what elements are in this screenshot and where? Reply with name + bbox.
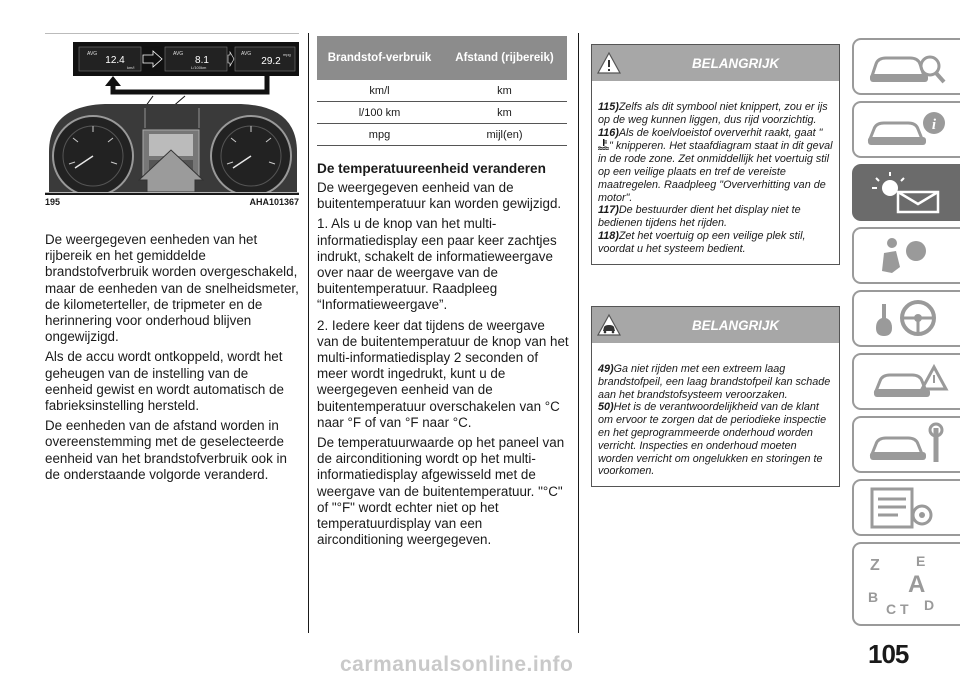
warning-item: 116)Als de koelvloeistof oververhit raakt, gaat "" knipperen. Het staafdiagram staat in dit geval in de rode zone. Zet onmiddellijk het voertuig stil op een veilige plaats en tref de vereiste maatregelen. Raadpleeg "Oververhitting van de motor". (598, 126, 833, 204)
figure-code: AHA101367 (249, 197, 299, 207)
table-cell: mpg (317, 124, 442, 146)
table-row (317, 80, 567, 102)
car-info-icon (862, 107, 952, 153)
paragraph: De eenheden van de afstand worden in overeenstemming met de geselecteerde eenheid van het brandstofverbruik ook in de onderstaande volgorde veranderd. (45, 418, 287, 482)
svg-text:E: E (916, 553, 926, 569)
svg-text:Z: Z (870, 557, 880, 574)
section-heading: De temperatuureenheid veranderen (317, 161, 546, 176)
display-1-label: AVG (87, 51, 98, 57)
warning-item: 117)De bestuurder dient het display niet te bedienen tijdens het rijden. (598, 204, 801, 230)
display-3-unit: mpg (283, 52, 291, 57)
warning-title: BELANGRIJK (691, 318, 780, 333)
warning-box-2 (591, 306, 840, 487)
display-3-label: AVG (241, 51, 252, 57)
figure-number: 195 (45, 197, 61, 207)
table-row (317, 124, 567, 146)
svg-text:T: T (900, 601, 909, 617)
paragraph: Als de accu wordt ontkoppeld, wordt het geheugen van de instelling van de eenheid gewist en wordt automatisch de fabrieksinstelling hersteld. (45, 349, 284, 414)
table-header-fuel: Brandstof-verbruik (317, 36, 442, 80)
car-warning-icon (596, 313, 622, 337)
sidebar-tab-warning-lights[interactable] (852, 164, 960, 221)
sidebar-tab-car-search[interactable] (852, 38, 960, 95)
column-divider (308, 33, 309, 633)
table-cell: km/l (317, 80, 442, 102)
sidebar-tab-maintenance[interactable] (852, 416, 960, 473)
sidebar-tab-safety[interactable] (852, 227, 960, 284)
sidebar-tab-driving[interactable] (852, 290, 960, 347)
table-cell: km (442, 80, 567, 102)
paragraph: 2. Iedere keer dat tijdens de weergave van de buitentemperatuur de knop van het multi-informatiedisplay 2 seconden of meer wordt ingedrukt, kunt u de weergegeven eenheid van de buitentemperatuur overschakelen van °C naar °F of van °F naar °C. (317, 317, 569, 430)
svg-text:D: D (924, 597, 935, 613)
paragraph: De weergegeven eenheden van het rijbereik en het gemiddelde brandstofverbruik worden overgeschakeld, maar de eenheden van de snelheidsmeter, de kilometerteller, de tripmeter en de herinnering voor onderhoud blijven ongewijzigd. (45, 232, 299, 345)
svg-text:i: i (931, 117, 937, 133)
warning-triangle-icon (596, 51, 622, 75)
warning-item: 50)Het is de verantwoordelijkheid van de klant om ervoor te zorgen dat de periodieke inspectie en het geprogrammeerde onderhoud worden verricht. Inspecties en onderhoud moeten worden verricht om ongelukken en storingen te voorkomen. (598, 401, 827, 478)
display-1-value: 12.4 (105, 55, 125, 66)
svg-text:C: C (886, 601, 897, 617)
svg-text:A: A (908, 571, 926, 598)
paragraph: De temperatuurwaarde op het paneel van de airconditioning wordt op het multi-informatiedisplay afgewisseld met de weergave van de buitentemperatuur. "°C" of "°F" wordt echter niet op het temperatuurdisplay van een airconditioning weergegeven. (317, 435, 565, 548)
column-divider (578, 33, 579, 633)
table-header-distance: Afstand (rijbereik) (442, 36, 567, 80)
units-table (317, 36, 567, 146)
svg-text:B: B (868, 589, 879, 605)
table-cell: km (442, 102, 567, 124)
sidebar-tab-emergency[interactable] (852, 353, 960, 410)
warning-body (592, 81, 839, 264)
paragraph: 1. Als u de knop van het multi-informatiedisplay een paar keer zachtjes indrukt, schakelt de informatieweergave over naar de weergave van de buitentemperatuur. Raadpleeg “Informatieweergave”. (317, 216, 557, 313)
warning-header (592, 45, 839, 81)
warning-item: 115)Zelfs als dit symbool niet knippert, zou er ijs op de weg kunnen liggen, dus rijd voorzichtig. (598, 101, 828, 126)
warning-item: 118)Zet het voertuig op een veilige plek stil, voordat u het systeem bedient. (598, 229, 806, 255)
checklist-icon (862, 485, 952, 531)
table-cell: mijl(en) (442, 124, 567, 146)
sidebar-tab-car-info[interactable] (852, 101, 960, 158)
light-envelope-icon (862, 170, 952, 216)
sidebar-tab-index[interactable] (852, 542, 960, 626)
table-row (317, 102, 567, 124)
display-2-value: 8.1 (195, 55, 209, 66)
instrument-cluster-figure (45, 33, 299, 193)
warning-header (592, 307, 839, 343)
figure-caption (45, 193, 299, 209)
page-number: 105 (868, 639, 909, 669)
airbag-person-icon (862, 233, 952, 279)
warning-car-icon (862, 359, 952, 405)
warning-box-1 (591, 44, 840, 265)
coolant-temperature-icon (598, 139, 609, 150)
display-1-unit: km/l (127, 65, 135, 70)
display-2-unit: L/100km (191, 65, 207, 70)
warning-body (592, 343, 839, 486)
sidebar-tab-specifications[interactable] (852, 479, 960, 536)
car-wrench-icon (862, 422, 952, 468)
warning-title: BELANGRIJK (691, 56, 780, 71)
column-2-text (317, 160, 569, 552)
table-cell: l/100 km (317, 102, 442, 124)
alphabet-index-icon (862, 548, 952, 620)
watermark: carmanualsonline.info (340, 653, 574, 676)
car-search-icon (862, 44, 952, 90)
display-3-value: 29.2 (261, 56, 281, 67)
column-1-text (45, 232, 299, 487)
warning-item: 49)Ga niet rijden met een extreem laag brandstofpeil, een laag brandstofpeil kan schade aan het brandstofsysteem veroorzaken. (598, 363, 831, 401)
paragraph: De weergegeven eenheid van de buitentemperatuur kan worden gewijzigd. (317, 180, 562, 212)
steering-wheel-icon (862, 296, 952, 342)
display-2-label: AVG (173, 51, 184, 57)
